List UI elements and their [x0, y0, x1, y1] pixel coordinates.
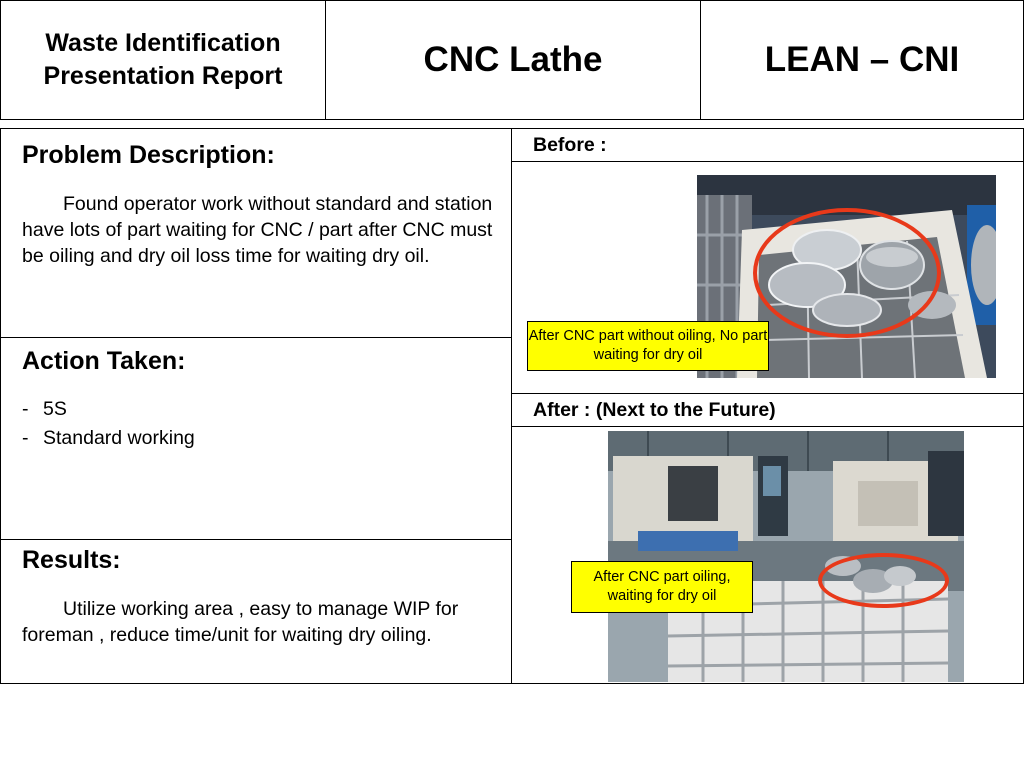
action-item [22, 424, 195, 453]
bullet-dash: - [22, 427, 29, 449]
problem-text: Found operator work without standard and station have lots of part waiting for CNC / part after CNC must be oiling and dry oil loss time for waiting dry oil. [22, 193, 493, 267]
action-title: Action Taken: [22, 347, 186, 375]
bullet-dash: - [22, 398, 29, 420]
action-item-label: 5S [43, 398, 67, 420]
problem-title: Problem Description: [22, 141, 275, 169]
results-text: Utilize working area , easy to manage WIP for foreman , reduce time/unit for waiting dry oiling. [22, 598, 459, 646]
problem-section [1, 129, 511, 337]
report-title: Waste Identification Presentation Report [1, 1, 326, 119]
results-section [1, 539, 511, 683]
machine-title: CNC Lathe [326, 1, 701, 119]
program-title: LEAN – CNI [764, 40, 960, 79]
results-title: Results: [22, 546, 121, 574]
highlight-ring [818, 553, 949, 608]
action-section [1, 337, 511, 539]
before-label: Before : [512, 129, 1023, 162]
highlight-ring [753, 208, 941, 338]
action-item [22, 395, 195, 424]
description-panel [0, 128, 512, 684]
photo-panel [512, 128, 1024, 684]
report-header [0, 0, 1024, 120]
action-list [22, 395, 195, 453]
before-callout: After CNC part without oiling, No part waiting for dry oil [527, 321, 769, 371]
after-label: After : (Next to the Future) [512, 393, 1023, 427]
action-item-label: Standard working [43, 427, 195, 449]
after-callout: After CNC part oiling, waiting for dry oil [571, 561, 753, 613]
